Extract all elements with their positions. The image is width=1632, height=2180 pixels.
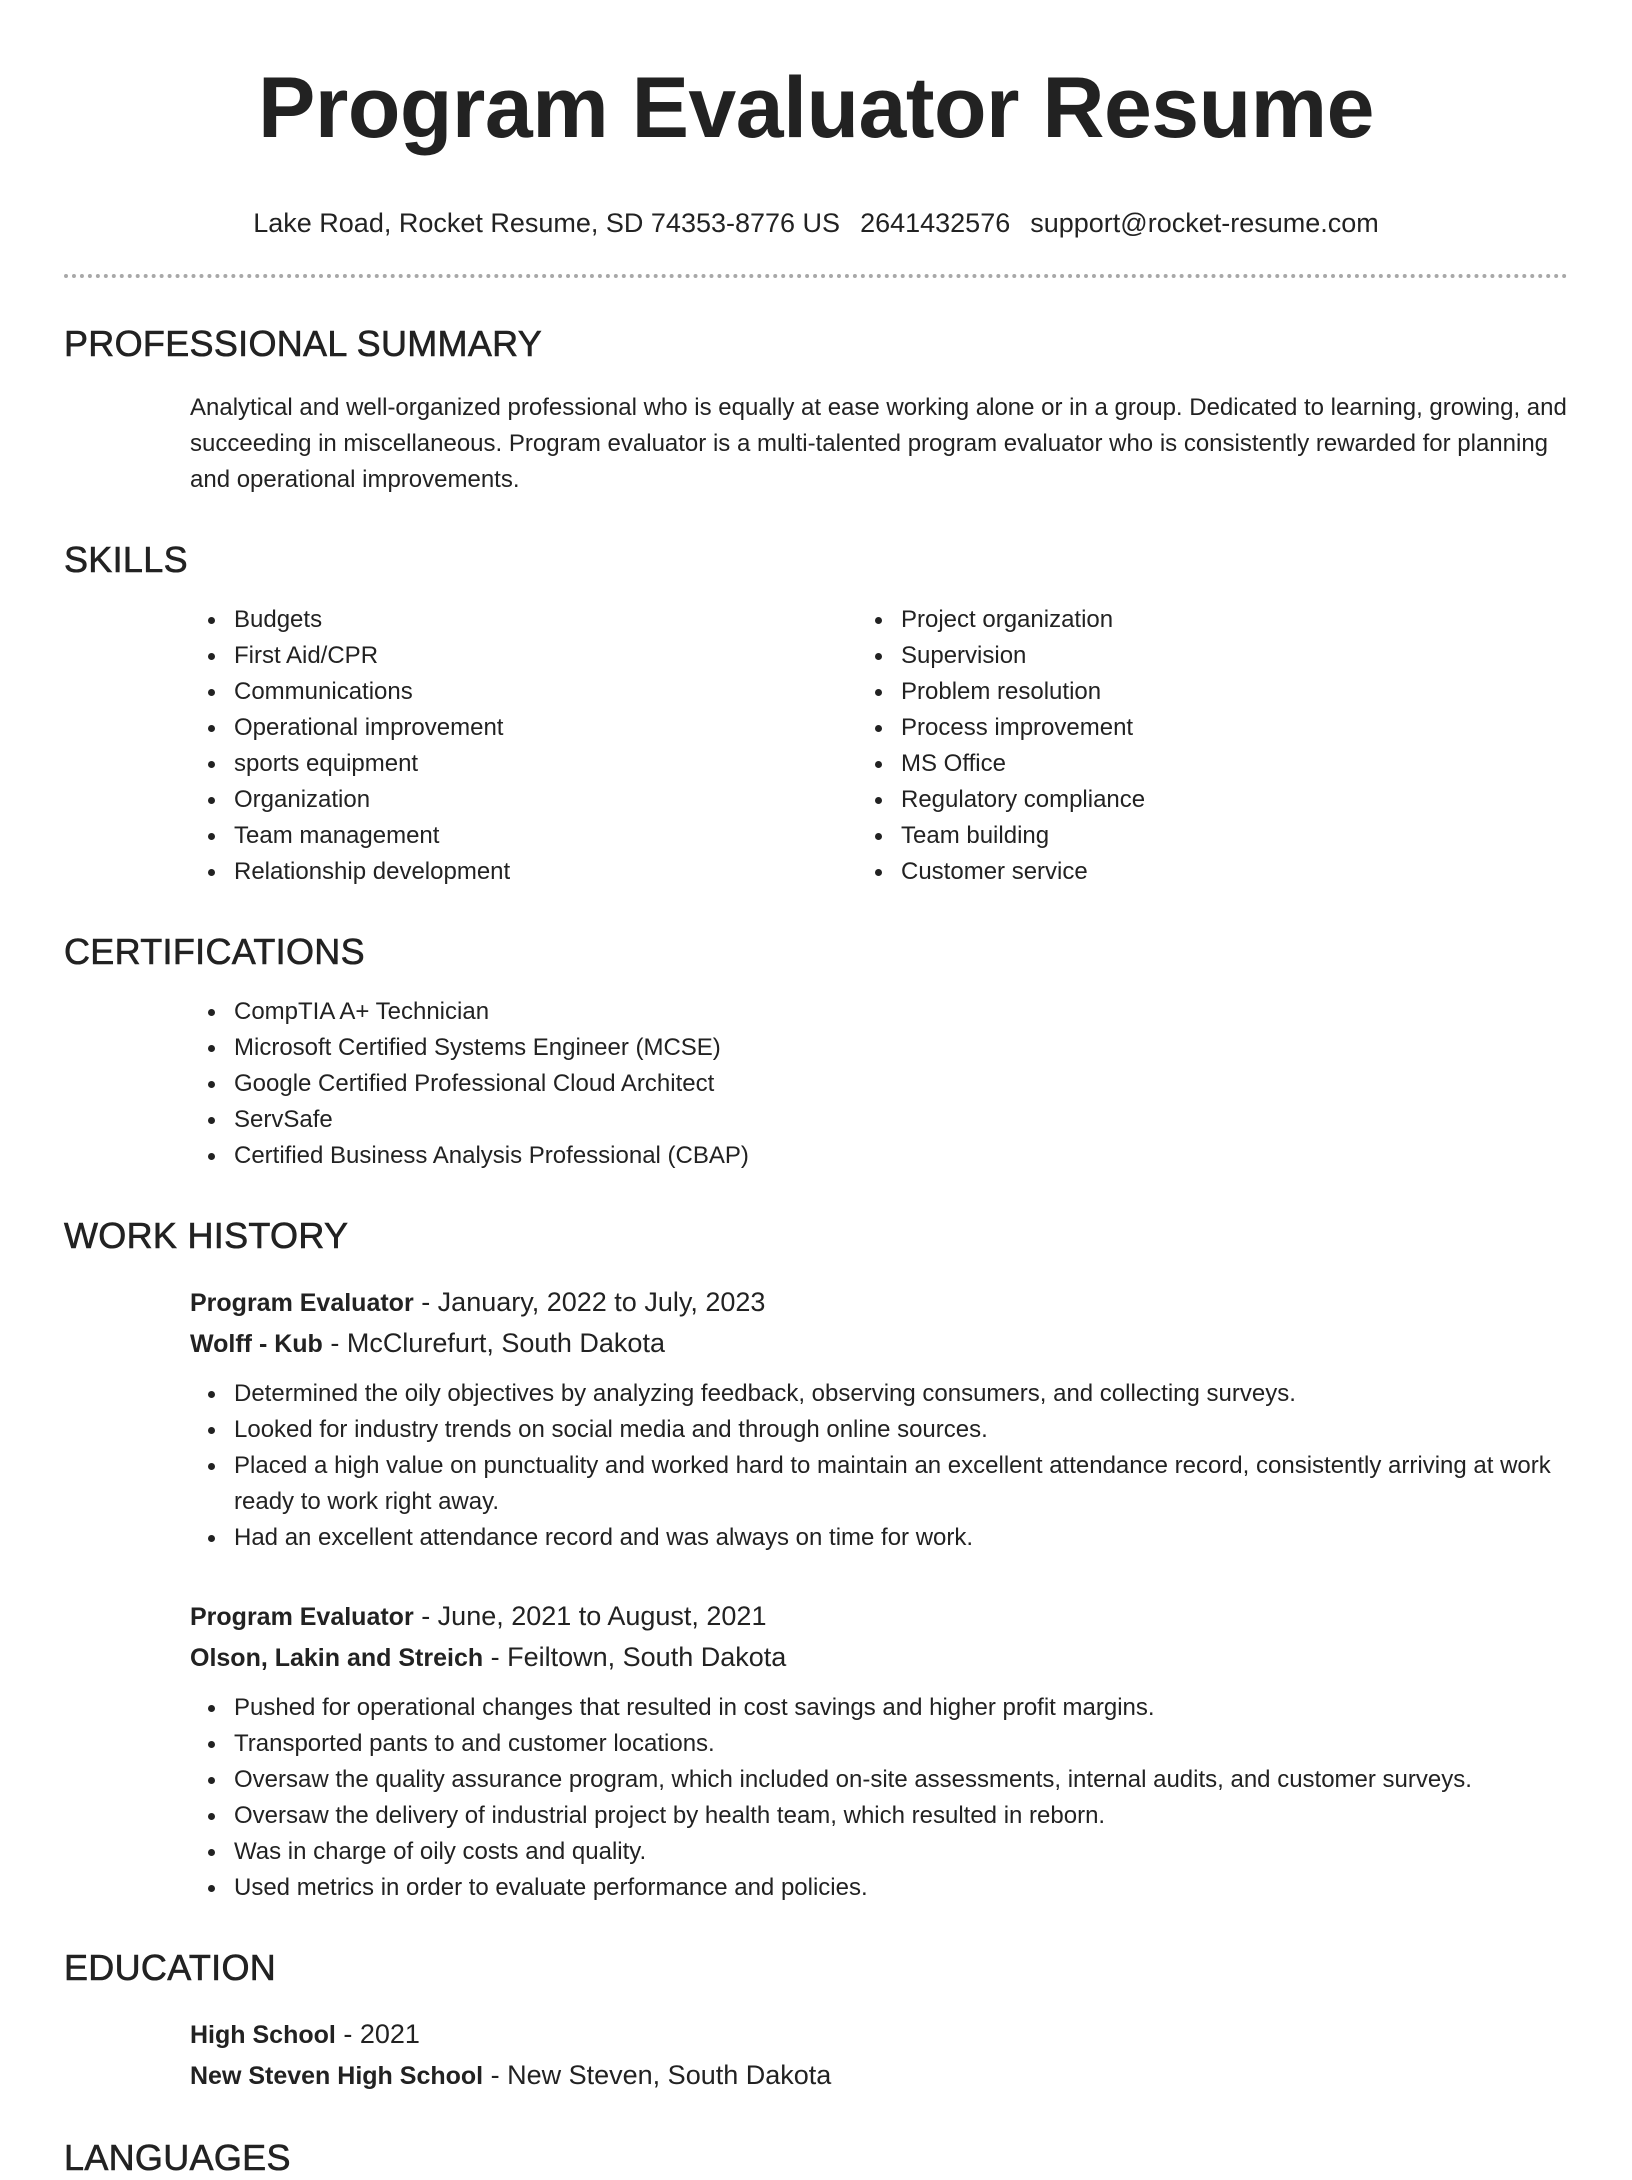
education-section <box>64 1946 1568 2096</box>
contact-phone: 2641432576 <box>860 208 1011 238</box>
job-entry <box>64 1282 1568 1556</box>
job-duties-list <box>64 1690 1568 1906</box>
list-item: Had an excellent attendance record and was always on time for work. <box>234 1520 1568 1556</box>
skills-list-left <box>64 602 901 890</box>
list-item: Supervision <box>901 638 1568 674</box>
list-item: MS Office <box>901 746 1568 782</box>
list-item: Oversaw the quality assurance program, which included on-site assessments, internal audits, and customer surveys. <box>234 1762 1568 1798</box>
skills-list-right <box>901 602 1568 890</box>
list-item: Was in charge of oily costs and quality. <box>234 1834 1568 1870</box>
certifications-heading: CERTIFICATIONS <box>64 931 365 972</box>
languages-section <box>64 2136 1568 2180</box>
list-item: Communications <box>234 674 901 710</box>
list-item: Looked for industry trends on social media and through online sources. <box>234 1412 1568 1448</box>
certifications-list <box>64 994 1568 1174</box>
job-entry <box>64 1596 1568 1906</box>
list-item: Transported pants to and customer locations. <box>234 1726 1568 1762</box>
education-school: New Steven High School <box>190 2062 484 2090</box>
list-item: ServSafe <box>234 1102 1568 1138</box>
skills-grid <box>64 602 1568 890</box>
list-item: Determined the oily objectives by analyzing feedback, observing consumers, and collecting surveys. <box>234 1376 1568 1412</box>
contact-address: Lake Road, Rocket Resume, SD 74353-8776 US <box>253 208 841 238</box>
list-item: Relationship development <box>234 854 901 890</box>
job-location: - Feiltown, South Dakota <box>483 1642 787 1672</box>
list-item: Pushed for operational changes that resulted in cost savings and higher profit margins. <box>234 1690 1568 1726</box>
list-item: Regulatory compliance <box>901 782 1568 818</box>
contact-email: support@rocket-resume.com <box>1030 208 1379 238</box>
education-school-line <box>64 2055 1568 2096</box>
work-history-heading: WORK HISTORY <box>64 1215 349 1256</box>
job-duties-list <box>64 1376 1568 1556</box>
job-company: Wolff - Kub <box>190 1330 323 1358</box>
languages-heading: LANGUAGES <box>64 2137 291 2178</box>
certifications-section <box>64 930 1568 1174</box>
list-item: Used metrics in order to evaluate performance and policies. <box>234 1870 1568 1906</box>
job-company: Olson, Lakin and Streich <box>190 1644 484 1672</box>
list-item: First Aid/CPR <box>234 638 901 674</box>
job-company-line <box>64 1323 1568 1364</box>
education-location: - New Steven, South Dakota <box>483 2060 832 2090</box>
education-degree: High School <box>190 2021 336 2049</box>
job-location: - McClurefurt, South Dakota <box>322 1328 665 1358</box>
job-dates: - January, 2022 to July, 2023 <box>413 1287 766 1317</box>
list-item: Certified Business Analysis Professional (CBAP) <box>234 1138 1568 1174</box>
list-item: Placed a high value on punctuality and worked hard to maintain an excellent attendance record, consistently arriving at work ready to work right away. <box>234 1448 1568 1520</box>
skills-section <box>64 538 1568 890</box>
list-item: Oversaw the delivery of industrial project by health team, which resulted in reborn. <box>234 1798 1568 1834</box>
contact-line <box>64 206 1568 240</box>
list-item: CompTIA A+ Technician <box>234 994 1568 1030</box>
summary-text: Analytical and well-organized professional who is equally at ease working alone or in a group. Dedicated to learning, growing, and succeeding in miscellaneous. Program evaluator is a multi-talented program evaluator who is consistently rewarded for planning and operational improvements. <box>190 394 1567 493</box>
summary-section <box>64 322 1568 498</box>
list-item: Microsoft Certified Systems Engineer (MCSE) <box>234 1030 1568 1066</box>
job-title-line <box>64 1282 1568 1323</box>
list-item: sports equipment <box>234 746 901 782</box>
job-role: Program Evaluator <box>190 1289 414 1317</box>
list-item: Process improvement <box>901 710 1568 746</box>
job-dates: - June, 2021 to August, 2021 <box>413 1601 767 1631</box>
work-history-section <box>64 1214 1568 1906</box>
skills-heading: SKILLS <box>64 539 188 580</box>
list-item: Customer service <box>901 854 1568 890</box>
header-divider <box>64 274 1568 278</box>
education-degree-line <box>64 2014 1568 2055</box>
summary-heading: PROFESSIONAL SUMMARY <box>64 323 543 364</box>
list-item: Organization <box>234 782 901 818</box>
resume-title: Program Evaluator Resume <box>258 60 1374 156</box>
list-item: Budgets <box>234 602 901 638</box>
education-year: - 2021 <box>335 2019 420 2049</box>
education-entry <box>64 2014 1568 2096</box>
education-heading: EDUCATION <box>64 1947 277 1988</box>
job-role: Program Evaluator <box>190 1603 414 1631</box>
list-item: Operational improvement <box>234 710 901 746</box>
list-item: Team management <box>234 818 901 854</box>
list-item: Team building <box>901 818 1568 854</box>
list-item: Project organization <box>901 602 1568 638</box>
list-item: Problem resolution <box>901 674 1568 710</box>
job-title-line <box>64 1596 1568 1637</box>
list-item: Google Certified Professional Cloud Architect <box>234 1066 1568 1102</box>
job-company-line <box>64 1637 1568 1678</box>
